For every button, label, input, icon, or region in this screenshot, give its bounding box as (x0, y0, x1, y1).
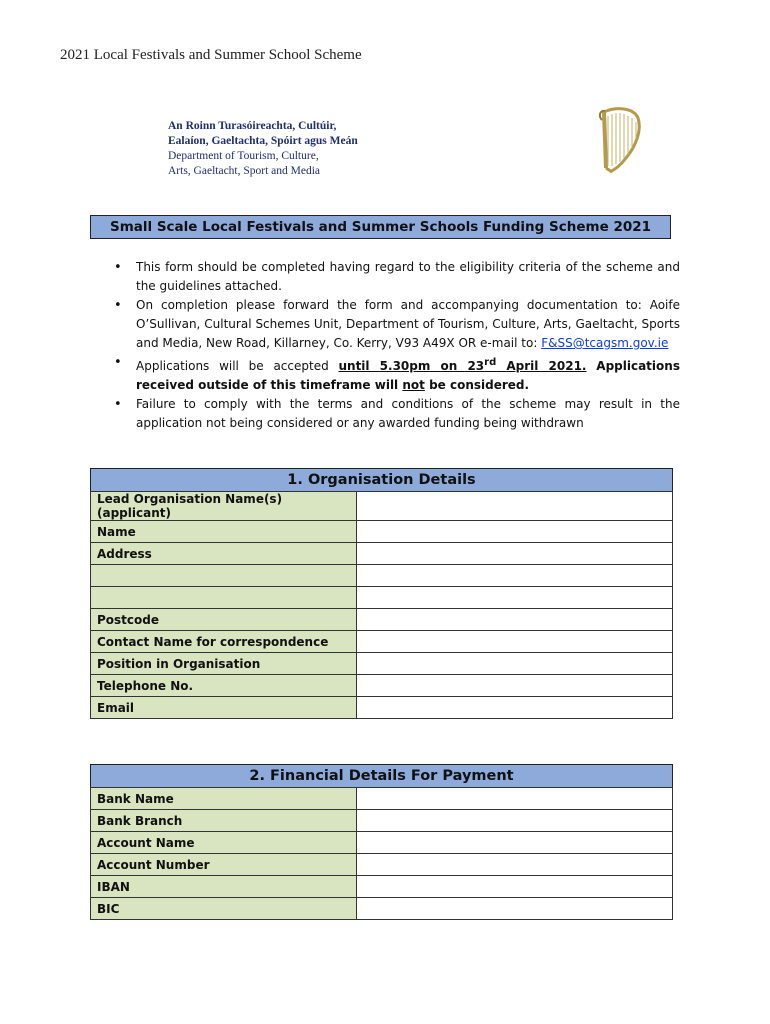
field-label: Lead Organisation Name(s) (applicant) (91, 492, 357, 521)
department-logo-text (168, 119, 358, 179)
harp-icon (596, 106, 644, 174)
form-row (91, 788, 673, 810)
field-input[interactable] (357, 876, 673, 898)
field-input[interactable] (357, 565, 673, 587)
instruction-deadline (110, 353, 680, 395)
field-label: Account Name (91, 832, 357, 854)
field-input[interactable] (357, 788, 673, 810)
field-input[interactable] (357, 898, 673, 920)
field-input[interactable] (357, 609, 673, 631)
organisation-details-table (90, 491, 673, 719)
deadline-warning-b: be considered. (429, 378, 530, 392)
field-label: Account Number (91, 854, 357, 876)
form-row (91, 876, 673, 898)
form-row (91, 521, 673, 543)
field-label: Address (91, 543, 357, 565)
instruction-compliance: • Failure to comply with the terms and conditions of the scheme may result in the application not being considered or any awarded funding being withdrawn (110, 395, 680, 433)
section-financial-heading: 2. Financial Details For Payment (90, 764, 673, 788)
field-label: Position in Organisation (91, 653, 357, 675)
form-row (91, 653, 673, 675)
field-label: Postcode (91, 609, 357, 631)
field-input[interactable] (357, 810, 673, 832)
form-row (91, 565, 673, 587)
section-organisation-heading: 1. Organisation Details (90, 468, 673, 492)
field-input[interactable] (357, 587, 673, 609)
deadline-warning-not: not (402, 378, 425, 392)
field-input[interactable] (357, 653, 673, 675)
form-row (91, 587, 673, 609)
form-row (91, 609, 673, 631)
field-input[interactable] (357, 697, 673, 719)
logo-english-line-2: Arts, Gaeltacht, Sport and Media (168, 165, 321, 177)
running-header: 2021 Local Festivals and Summer School Scheme (60, 47, 362, 63)
logo-english-line-1: Department of Tourism, Culture, (168, 150, 319, 162)
instruction-submission-text: On completion please forward the form and accompanying documentation to: Aoife O’Sullivan, Cultural Schemes Unit, Department of Tourism, Culture, Arts, Gaeltacht, Sports and Media, New Road, Killarney, Co. Kerry, V93 A49X OR e-mail to: (136, 298, 680, 350)
financial-details-table (90, 787, 673, 920)
form-row (91, 832, 673, 854)
form-row (91, 854, 673, 876)
form-title: Small Scale Local Festivals and Summer Schools Funding Scheme 2021 (90, 215, 671, 239)
deadline-date-part-a: until 5.30pm on 23 (338, 359, 485, 373)
logo-irish-line-2: Ealaíon, Gaeltachta, Spóirt agus Meán (168, 135, 358, 147)
field-label: Bank Name (91, 788, 357, 810)
field-input[interactable] (357, 832, 673, 854)
form-row (91, 675, 673, 697)
deadline-date (338, 359, 586, 373)
form-row (91, 810, 673, 832)
form-row (91, 898, 673, 920)
field-input[interactable] (357, 543, 673, 565)
field-label: Name (91, 521, 357, 543)
instructions-list (110, 258, 680, 433)
field-input[interactable] (357, 521, 673, 543)
field-label: Email (91, 697, 357, 719)
form-row (91, 631, 673, 653)
field-label: Bank Branch (91, 810, 357, 832)
field-label (91, 587, 357, 609)
logo-irish-line-1: An Roinn Turasóireachta, Cultúir, (168, 120, 337, 132)
submission-email-link[interactable]: F&SS@tcagsm.gov.ie (541, 336, 669, 350)
deadline-date-suffix: rd (484, 357, 497, 368)
field-label: Telephone No. (91, 675, 357, 697)
field-label (91, 565, 357, 587)
form-row (91, 697, 673, 719)
form-row (91, 543, 673, 565)
field-label: IBAN (91, 876, 357, 898)
field-input[interactable] (357, 492, 673, 521)
field-label: BIC (91, 898, 357, 920)
field-label: Contact Name for correspondence (91, 631, 357, 653)
instruction-submission (110, 296, 680, 353)
deadline-warning-a: Applications received outside of this timeframe will (136, 359, 680, 392)
instruction-eligibility: • This form should be completed having regard to the eligibility criteria of the scheme and the guidelines attached. (110, 258, 680, 296)
deadline-intro: Applications will be accepted (136, 359, 329, 373)
field-input[interactable] (357, 631, 673, 653)
form-row (91, 492, 673, 521)
field-input[interactable] (357, 675, 673, 697)
field-input[interactable] (357, 854, 673, 876)
deadline-date-part-b: April 2021. (506, 359, 587, 373)
